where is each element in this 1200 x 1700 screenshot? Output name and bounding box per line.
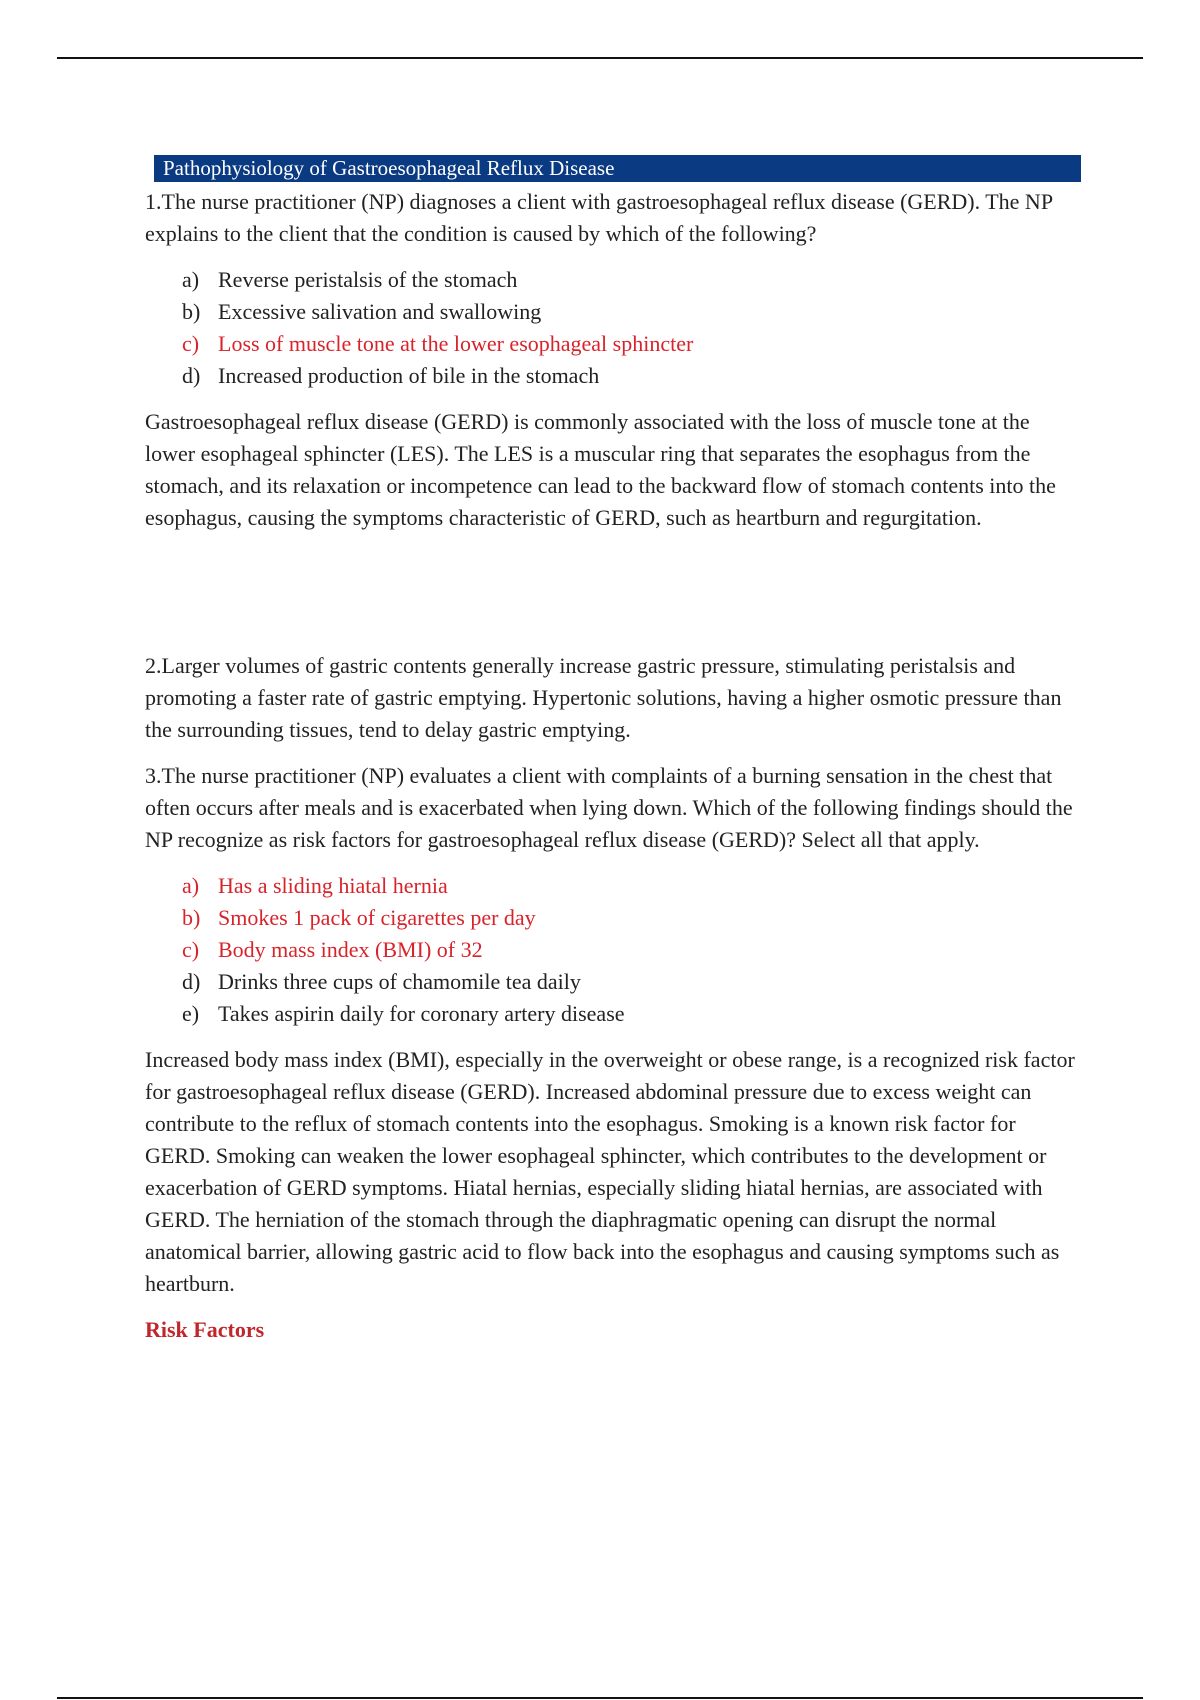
question-3-explanation: Increased body mass index (BMI), especially in the overweight or obese range, is a recognized risk factor for gastroesophageal reflux disease (GERD). Increased abdominal pressure due to excess weight can contribute to the reflux of stomach contents into the esophagus. Smoking is a known risk factor for GERD. Smoking can weaken the lower esophageal sphincter, which contributes to the development or exacerbation of GERD symptoms. Hiatal hernias, especially sliding hiatal hernias, are associated with GERD. The herniation of the stomach through the diaphragmatic opening can disrupt the normal anatomical barrier, allowing gastric acid to flow back into the esophagus and causing symptoms such as heartburn.	[145, 1047, 1075, 1296]
option-item-correct: a) Has a sliding hiatal hernia	[182, 873, 448, 898]
option-item: d) Increased production of bile in the stomach	[182, 363, 600, 388]
question-1-explanation: Gastroesophageal reflux disease (GERD) is commonly associated with the loss of muscle tone at the lower esophageal sphincter (LES). The LES is a muscular ring that separates the esophagus from the stomach, and its relaxation or incompetence can lead to the backward flow of stomach contents into the esophagus, causing the symptoms characteristic of GERD, such as heartburn and regurgitation.	[145, 409, 1056, 530]
option-item-correct: b) Smokes 1 pack of cigarettes per day	[182, 905, 536, 930]
question-3-options	[145, 870, 1085, 1030]
option-item: a) Reverse peristalsis of the stomach	[182, 267, 518, 292]
risk-factors-heading: Risk Factors	[145, 1317, 265, 1342]
question-3-text: 3.The nurse practitioner (NP) evaluates a client with complaints of a burning sensation in the chest that often occurs after meals and is exacerbated when lying down. Which of the following findings should the NP recognize as risk factors for gastroesophageal reflux disease (GERD)? Select all that apply.	[145, 763, 1073, 852]
option-item-correct: c) Loss of muscle tone at the lower esophageal sphincter	[182, 331, 694, 356]
option-item-correct: c) Body mass index (BMI) of 32	[182, 937, 483, 962]
question-1-options	[145, 264, 1085, 392]
bottom-rule	[57, 1697, 1143, 1699]
top-rule	[57, 57, 1143, 59]
question-1-text: 1.The nurse practitioner (NP) diagnoses a client with gastroesophageal reflux disease (GERD). The NP explains to the client that the condition is caused by which of the following?	[145, 189, 1053, 246]
option-item: e) Takes aspirin daily for coronary artery disease	[182, 1001, 625, 1026]
option-item: b) Excessive salivation and swallowing	[182, 299, 542, 324]
document-body	[145, 155, 1085, 1346]
option-item: d) Drinks three cups of chamomile tea daily	[182, 969, 581, 994]
question-2-text: 2.Larger volumes of gastric contents generally increase gastric pressure, stimulating peristalsis and promoting a faster rate of gastric emptying. Hypertonic solutions, having a higher osmotic pressure than the surrounding tissues, tend to delay gastric emptying.	[145, 653, 1062, 742]
section-title: Pathophysiology of Gastroesophageal Reflux Disease	[154, 155, 1081, 182]
